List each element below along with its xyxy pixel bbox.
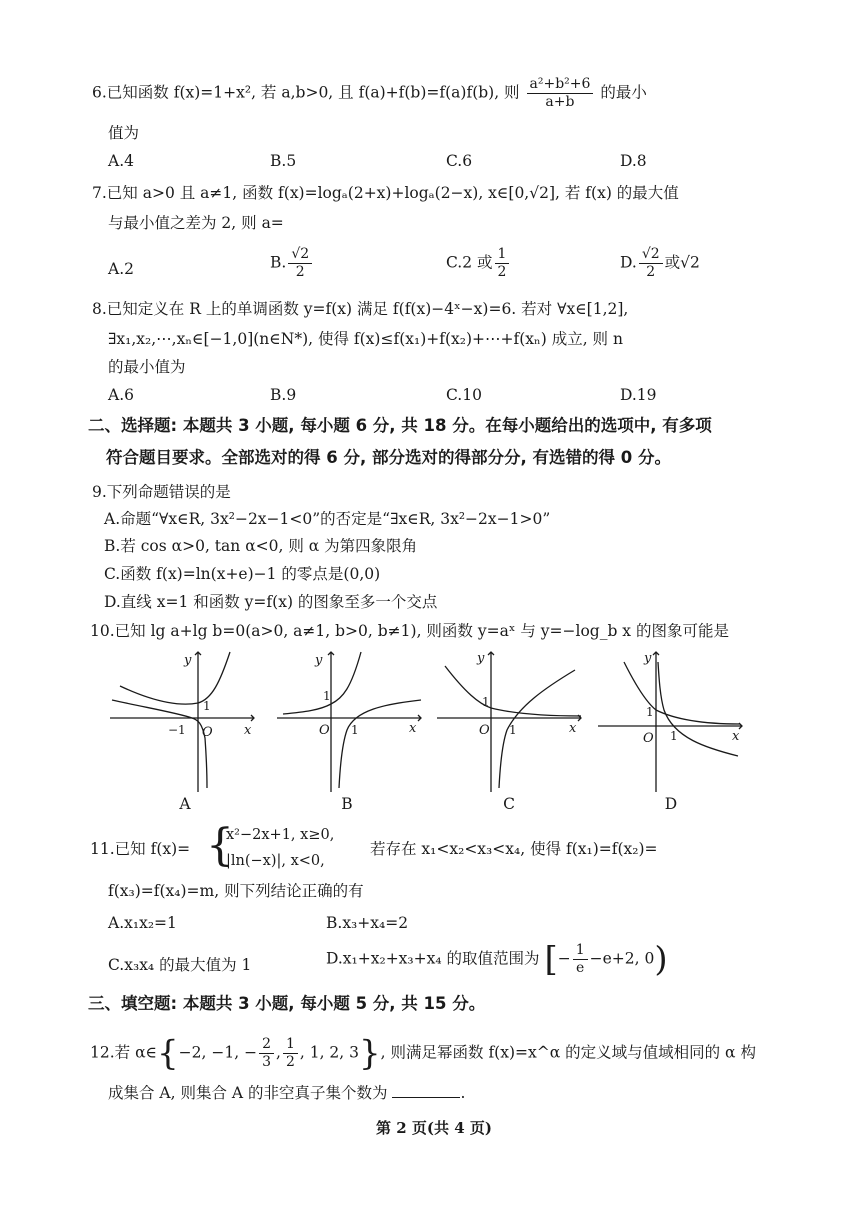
section2-heading-line1: 二、选择题: 本题共 3 小题, 每小题 6 分, 共 18 分。在每小题给出的选项中, 有多项 (88, 416, 712, 435)
q12-stem-line1: 12.若 α∈{−2, −1, − $\frac{2}{3}$ , $\frac{1}{2}$ , 1, 2, 3}, 则满足幂函数 f(x)=x^α 的定义域与值域相同的 α 构 (90, 1033, 756, 1074)
q11-option-d-den: e (576, 960, 585, 976)
q10-graph-a-label: A (179, 795, 191, 813)
q10-graph-c (435, 648, 585, 796)
graph-b-x-label: x (409, 721, 417, 736)
exp-curve (120, 652, 230, 704)
graph-c-origin: O (479, 723, 490, 738)
q9-option-b: B.若 cos α>0, tan α<0, 则 α 为第四象限角 (104, 537, 418, 555)
graph-a-origin: O (202, 725, 213, 740)
q6-stem-line2: 值为 (108, 124, 140, 142)
q6-frac-numerator: a²+b²+6 (527, 76, 594, 94)
q12-brace-close: } (359, 1033, 381, 1074)
graph-d-origin: O (643, 731, 654, 746)
q7-option-a: A.2 (108, 260, 134, 278)
graph-a-tick-neg1: −1 (168, 723, 186, 737)
q7-stem-line2: 与最小值之差为 2, 则 a= (108, 214, 284, 232)
q6-stem-line1 (92, 76, 647, 111)
graph-b-y-label: y (315, 653, 323, 668)
q12-frac-1-num: 2 (259, 1036, 274, 1054)
q7-option-c-num: 1 (495, 246, 510, 264)
exp-curve (624, 662, 740, 724)
q11-option-d: D.x₁+x₂+x₃+x₄ 的取值范围为 [− $\frac{1}{e}$ −e+2, 0) (326, 939, 668, 980)
q7-option-d-suffix: 或√2 (664, 253, 700, 272)
graph-d-tick-x1: 1 (670, 729, 678, 743)
q11-option-d-bracket-open: [ (544, 939, 558, 980)
q11-stem-line2: f(x₃)=f(x₄)=m, 则下列结论正确的有 (108, 882, 364, 900)
q10-stem: 10.已知 lg a+lg b=0(a>0, a≠1, b>0, b≠1), 则函数 y=aˣ 与 y=−log_b x 的图象可能是 (90, 622, 729, 640)
section2-heading-line2: 符合题目要求。全部选对的得 6 分, 部分选对的得部分分, 有选错的得 0 分。 (106, 448, 671, 467)
q12-frac-2 (283, 1036, 298, 1071)
q6-stem-text: 6.已知函数 f(x)=1+x², 若 a,b>0, 且 f(a)+f(b)=f(a)f(b), 则 (92, 83, 520, 102)
q11-option-c: C.x₃x₄ 的最大值为 1 (108, 956, 252, 974)
graph-b-tick-x1: 1 (351, 723, 359, 737)
q12-prefix: 12.若 α∈ (90, 1043, 158, 1062)
q11-option-d-frac (573, 942, 588, 977)
q12-set-part-a: −2, −1, − (178, 1043, 258, 1062)
graph-c-tick-x1: 1 (509, 723, 517, 737)
q10-graph-a (108, 648, 258, 796)
q12-frac-1-den: 3 (262, 1054, 271, 1070)
q6-option-c: C.6 (446, 152, 473, 170)
graph-c-y-label: y (477, 651, 485, 666)
q11-option-b: B.x₃+x₄=2 (326, 914, 409, 932)
q7-option-d (620, 246, 700, 281)
q6-stem-tail: 的最小 (600, 83, 647, 102)
q10-graph-c-label: C (503, 795, 515, 813)
q7-option-b-prefix: B. (270, 253, 287, 272)
q7-option-d-frac (639, 246, 663, 281)
log-curve (112, 700, 207, 788)
q8-option-d: D.19 (620, 386, 657, 404)
q10-graph-d-label: D (664, 795, 678, 813)
q8-option-b: B.9 (270, 386, 297, 404)
graph-d-tick-y1: 1 (646, 705, 654, 719)
q7-option-b-frac (288, 246, 312, 281)
graph-a-x-label: x (244, 723, 252, 738)
q12-stem-text: 成集合 A, 则集合 A 的非空真子集个数为 (108, 1084, 388, 1102)
q7-option-d-prefix: D. (620, 253, 637, 272)
q9-option-d: D.直线 x=1 和函数 y=f(x) 的图象至多一个交点 (104, 593, 438, 611)
q12-stem-line2 (108, 1082, 465, 1104)
q11-stem-line1: 若存在 x₁<x₂<x₃<x₄, 使得 f(x₁)=f(x₂)= (370, 840, 658, 858)
q11-case2: |ln(−x)|, x<0, (226, 853, 325, 869)
q12-frac-2-num: 1 (283, 1036, 298, 1054)
q7-option-b-den: 2 (295, 264, 305, 280)
graph-d-y-label: y (644, 651, 652, 666)
q8-stem-line1: 8.已知定义在 R 上的单调函数 y=f(x) 满足 f(f(x)−4ˣ−x)=6. 若对 ∀x∈[1,2], (92, 300, 629, 318)
section3-heading: 三、填空题: 本题共 3 小题, 每小题 5 分, 共 15 分。 (88, 994, 486, 1013)
q10-graph-b (275, 648, 425, 796)
q7-option-c (446, 246, 511, 281)
graph-c-tick-y1: 1 (482, 695, 490, 709)
graph-d-x-label: x (732, 729, 740, 744)
q11-case1: x²−2x+1, x≥0, (226, 827, 335, 843)
q9-stem: 9.下列命题错误的是 (92, 483, 231, 501)
graph-a-tick-1: 1 (203, 699, 211, 713)
q9-option-c: C.函数 f(x)=ln(x+e)−1 的零点是(0,0) (104, 565, 381, 583)
graph-b-origin: O (319, 723, 330, 738)
q12-stem-end: . (460, 1084, 466, 1102)
q8-stem-line2: ∃x₁,x₂,⋯,xₙ∈[−1,0](n∈N*), 使得 f(x)≤f(x₁)+f(x₂)+⋯+f(xₙ) 成立, 则 n (108, 330, 623, 348)
q7-option-c-prefix: C.2 或 (446, 253, 493, 272)
q7-option-c-den: 2 (497, 264, 507, 280)
q12-brace-open: { (157, 1033, 179, 1074)
q9-option-a: A.命题“∀x∈R, 3x²−2x−1<0”的否定是“∃x∈R, 3x²−2x−1>0” (104, 510, 551, 528)
q7-option-c-frac (495, 246, 510, 281)
q7-option-b-num: √2 (288, 246, 312, 264)
page-footer: 第 2 页(共 4 页) (376, 1119, 492, 1137)
q7-option-d-num: √2 (639, 246, 663, 264)
q8-stem-line3: 的最小值为 (108, 358, 186, 376)
q11-option-a: A.x₁x₂=1 (108, 914, 177, 932)
q11-piecewise-brace: { (206, 820, 234, 871)
q6-fraction (527, 76, 594, 111)
q12-stem-tail: , 则满足幂函数 f(x)=x^α 的定义域与值域相同的 α 构 (380, 1043, 756, 1062)
q8-option-c: C.10 (446, 386, 482, 404)
q12-set-part-b: , 1, 2, 3 (299, 1043, 360, 1062)
q11-prefix: 11.已知 f(x)= (90, 840, 191, 858)
q11-option-d-tail: −e+2, 0 (589, 949, 655, 968)
q11-option-d-paren-close: ) (654, 939, 668, 980)
graph-c-x-label: x (569, 721, 577, 736)
q12-answer-blank[interactable] (392, 1083, 460, 1098)
q12-frac-2-den: 2 (285, 1054, 295, 1070)
q6-option-b: B.5 (270, 152, 297, 170)
q10-graph-b-label: B (341, 795, 353, 813)
exp-curve (445, 666, 581, 716)
graph-a-y-label: y (184, 653, 192, 668)
log-curve (339, 700, 421, 788)
q6-frac-denominator: a+b (545, 94, 575, 110)
q6-option-a: A.4 (108, 152, 134, 170)
q11-option-d-num: 1 (573, 942, 588, 960)
q7-stem-line1: 7.已知 a>0 且 a≠1, 函数 f(x)=logₐ(2+x)+logₐ(2−x), x∈[0,√2], 若 f(x) 的最大值 (92, 184, 679, 202)
q10-graph-d (596, 648, 746, 796)
q8-option-a: A.6 (108, 386, 134, 404)
q7-option-d-den: 2 (646, 264, 656, 280)
q7-option-b (270, 246, 314, 281)
q6-option-d: D.8 (620, 152, 647, 170)
q12-frac-1 (259, 1036, 274, 1071)
q11-option-d-prefix: D.x₁+x₂+x₃+x₄ 的取值范围为 (326, 949, 540, 968)
graph-b-tick-y1: 1 (323, 689, 331, 703)
